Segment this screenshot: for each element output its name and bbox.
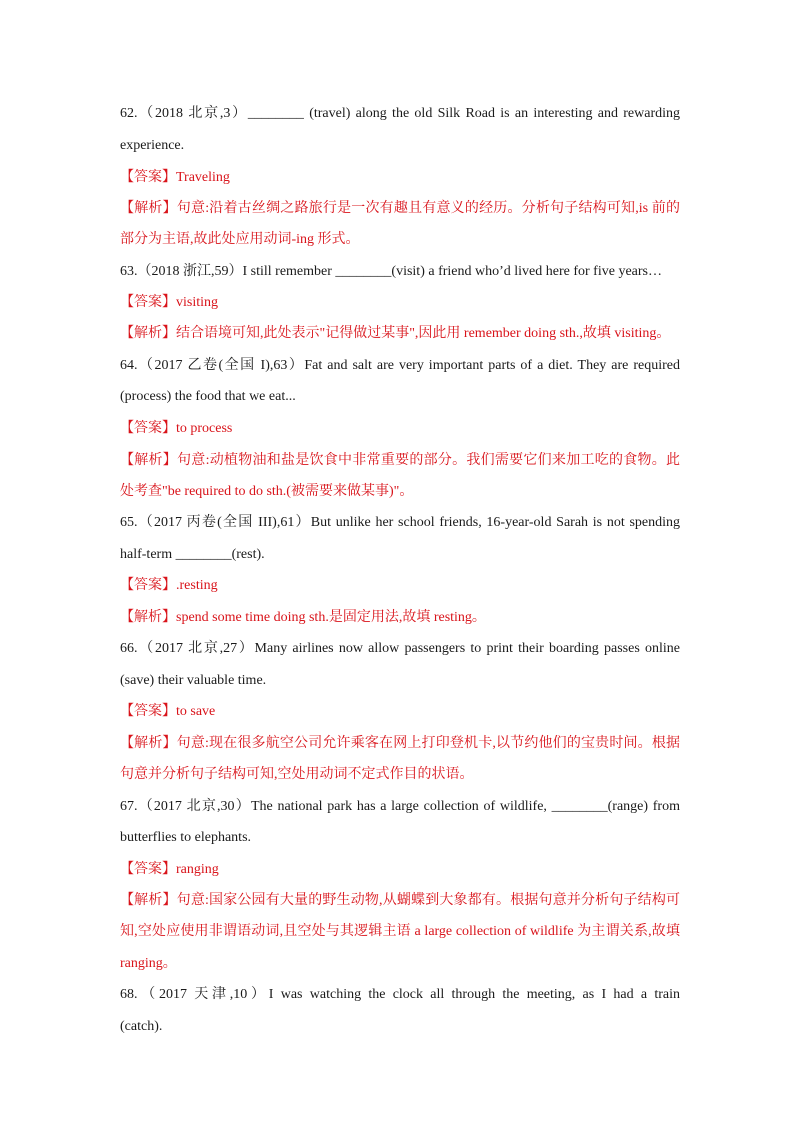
analysis-62-line-1 xyxy=(120,199,680,219)
answer-66 xyxy=(120,702,680,722)
answer-text: to process xyxy=(176,421,233,436)
answer-text: Traveling xyxy=(176,170,230,185)
analysis-67-line-2: 知,空处应使用非谓语动词,且空处与其逻辑主语 a large collection of wildlife 为主谓关系,故填 xyxy=(120,924,680,939)
analysis-text: 句意:国家公园有大量的野生动物,从蝴蝶到大象都有。根据句意并分析句子结构可 xyxy=(176,893,681,908)
analysis-text: spend some time doing sth.是固定用法,故填 resting。 xyxy=(176,610,486,625)
question-62-line-2: experience. xyxy=(120,138,185,153)
analysis-66-line-1 xyxy=(120,734,680,754)
analysis-text: 句意:现在很多航空公司允许乘客在网上打印登机卡,以节约他们的宝贵时间。根据 xyxy=(176,736,681,751)
analysis-tag: 【解析】 xyxy=(120,453,178,468)
answer-text: .resting xyxy=(176,578,218,593)
question-64-line-1: 64.（2017 乙卷(全国 I),63）Fat and salt are very important parts of a diet. They are required xyxy=(120,358,680,373)
answer-65 xyxy=(120,576,680,596)
answer-text: to save xyxy=(176,704,216,719)
analysis-text: 结合语境可知,此处表示"记得做过某事",因此用 remember doing sth.,故填 visiting。 xyxy=(176,326,671,341)
analysis-67-line-1 xyxy=(120,891,680,911)
analysis-tag: 【解析】 xyxy=(120,736,177,751)
question-67-line-1: 67.（2017 北京,30）The national park has a large collection of wildlife, ________(range) from xyxy=(120,799,680,814)
analysis-64-line-2: 处考查"be required to do sth.(被需要来做某事)"。 xyxy=(120,484,414,499)
analysis-text: 句意:动植物油和盐是饮食中非常重要的部分。我们需要它们来加工吃的食物。此 xyxy=(177,453,681,468)
answer-text: ranging xyxy=(176,862,219,877)
answer-tag: 【答案】 xyxy=(120,578,176,593)
answer-tag: 【答案】 xyxy=(120,704,176,719)
answer-tag: 【答案】 xyxy=(120,295,176,310)
analysis-65-line-1 xyxy=(120,608,680,628)
question-66-line-1: 66.（2017 北京,27）Many airlines now allow passengers to print their boarding passes online xyxy=(120,641,680,656)
analysis-66-line-2: 句意并分析句子结构可知,空处用动词不定式作目的状语。 xyxy=(120,767,474,782)
analysis-tag: 【解析】 xyxy=(120,326,176,341)
question-64-line-2: (process) the food that we eat... xyxy=(120,389,296,404)
analysis-tag: 【解析】 xyxy=(120,610,176,625)
question-62-line-1: 62.（2018 北京,3）________ (travel) along the old Silk Road is an interesting and rewarding xyxy=(120,106,680,121)
analysis-tag: 【解析】 xyxy=(120,893,177,908)
answer-text: visiting xyxy=(176,295,219,310)
question-66-line-2: (save) their valuable time. xyxy=(120,673,267,688)
question-68-line-1: 68.（2017 天津,10）I was watching the clock all through the meeting, as I had a train xyxy=(120,987,680,1002)
answer-67 xyxy=(120,860,680,880)
analysis-tag: 【解析】 xyxy=(120,201,177,216)
question-65-line-1: 65.（2017 丙卷(全国 III),61）But unlike her school friends, 16-year-old Sarah is not spending xyxy=(120,515,680,530)
question-63-line-1: 63.（2018 浙江,59）I still remember ________(visit) a friend who’d lived here for five years… xyxy=(120,264,662,279)
question-65-line-2: half-term ________(rest). xyxy=(120,547,265,562)
analysis-63-line-1 xyxy=(120,324,680,344)
question-67-line-2: butterflies to elephants. xyxy=(120,830,252,845)
answer-62 xyxy=(120,168,680,188)
question-68-line-2: (catch). xyxy=(120,1019,163,1034)
answer-64 xyxy=(120,419,680,439)
answer-63 xyxy=(120,293,680,313)
analysis-text: 句意:沿着古丝绸之路旅行是一次有趣且有意义的经历。分析句子结构可知,is 前的 xyxy=(176,201,680,216)
answer-tag: 【答案】 xyxy=(120,421,176,436)
analysis-64-line-1 xyxy=(120,451,680,471)
analysis-62-line-2: 部分为主语,故此处应用动词-ing 形式。 xyxy=(120,232,360,247)
answer-tag: 【答案】 xyxy=(120,862,176,877)
analysis-67-line-3: ranging。 xyxy=(120,956,177,971)
answer-tag: 【答案】 xyxy=(120,170,176,185)
